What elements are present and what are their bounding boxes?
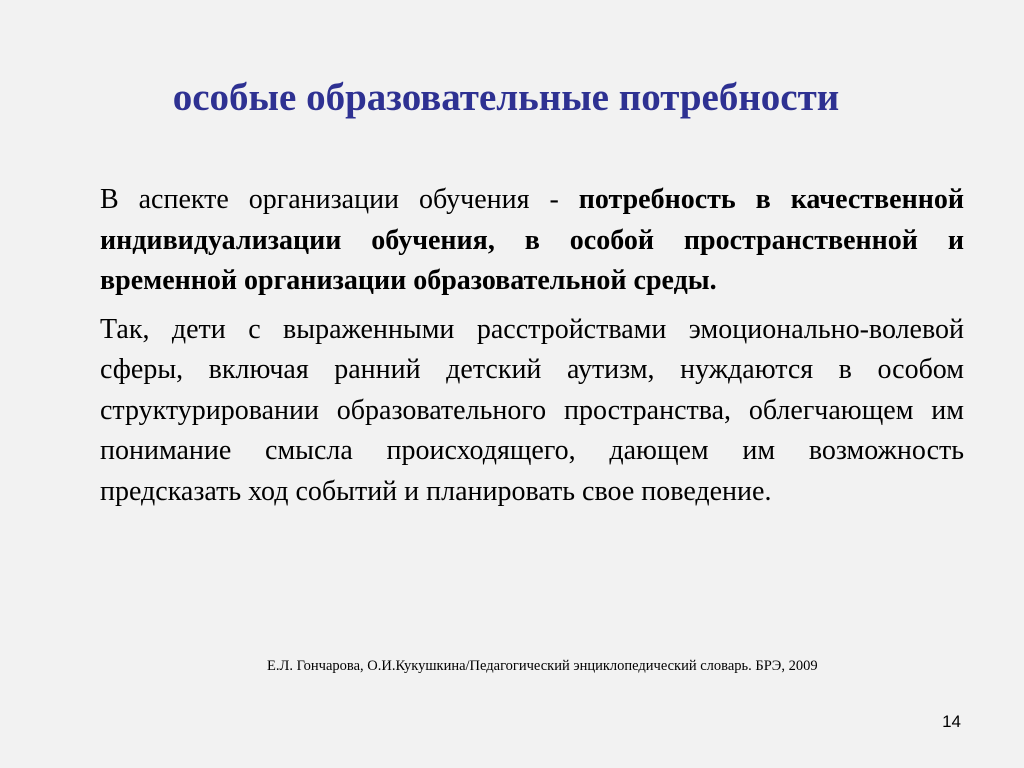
paragraph-autism-example: Так, дети с выраженными расстройствами эмоционально-волевой сферы, включая ранний детский аутизм, нуждаются в особом структурировании образовательного пространства, облегчающем им понимание смысла происходящего, дающем им возможность предсказать ход событий и планировать свое поведение. [100,313,964,507]
paragraph-intro: В аспекте организации обучения - [100,184,579,215]
paragraph-emphasis: потребность в качественной индивидуализации обучения, в особой пространственной и временной организации образовательной среды. [100,184,964,296]
slide-body [100,180,964,512]
page-number: 14 [942,712,961,731]
slide-title: особые образовательные потребности [172,76,840,119]
paragraph-organization [100,180,964,302]
citation: Е.Л. Гончарова, О.И.Кукушкина/Педагогический энциклопедический словарь. БРЭ, 2009 [267,658,818,674]
